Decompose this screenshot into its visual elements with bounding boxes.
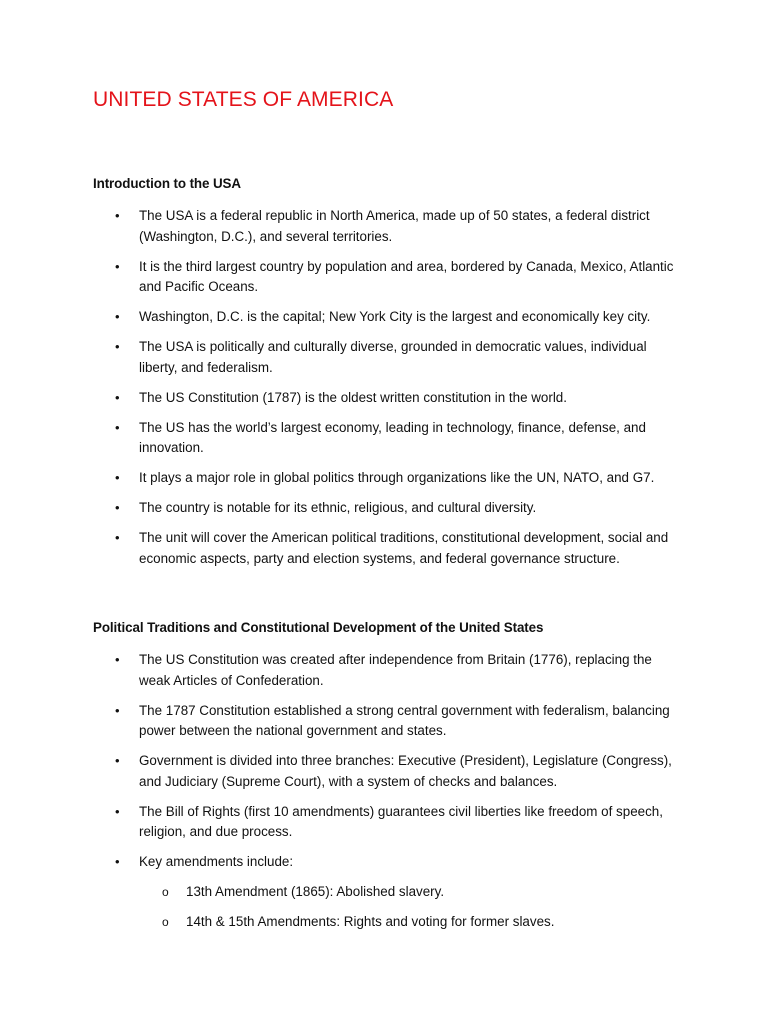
list-item-text: The US has the world’s largest economy, leading in technology, finance, defense, and innovation.: [139, 419, 646, 455]
section-heading-introduction: Introduction to the USA: [93, 176, 241, 191]
list-item-text: The US Constitution was created after independence from Britain (1776), replacing the weak Articles of Confederation.: [139, 652, 652, 688]
bullet-marker: •: [115, 753, 120, 768]
list-item-text: Washington, D.C. is the capital; New York City is the largest and economically key city.: [139, 309, 651, 324]
political-traditions-bullet-list: [0, 650, 768, 933]
list-item-text: The unit will cover the American political traditions, constitutional development, social and economic aspects, party and election systems, and federal governance structure.: [139, 530, 669, 566]
list-item: [0, 307, 679, 328]
list-item-text: The country is notable for its ethnic, religious, and cultural diversity.: [139, 500, 537, 515]
list-item-text: Government is divided into three branches: Executive (President), Legislature (Congress), and Judiciary (Supreme Court), with a system of checks and balances.: [139, 753, 672, 789]
bullet-marker: •: [115, 702, 120, 718]
sub-list-item: [0, 912, 679, 933]
list-item-text: The USA is a federal republic in North America, made up of 50 states, a federal district (Washington, D.C.), and several territories.: [139, 208, 650, 244]
bullet-marker: •: [115, 339, 120, 354]
sub-bullet-marker: o: [162, 885, 169, 899]
list-item: [0, 852, 679, 873]
list-item: [0, 337, 679, 378]
bullet-marker: •: [115, 309, 120, 324]
list-item: [0, 257, 679, 298]
bullet-marker: •: [115, 419, 120, 435]
list-item: [0, 751, 679, 792]
bullet-marker: •: [115, 470, 120, 485]
list-item: [0, 388, 679, 409]
list-item: [0, 650, 679, 691]
bullet-marker: •: [115, 389, 120, 405]
bullet-marker: •: [115, 258, 120, 274]
document-title: UNITED STATES OF AMERICA: [93, 88, 394, 111]
sub-list-item-text: 13th Amendment (1865): Abolished slavery.: [186, 884, 445, 899]
bullet-marker: •: [115, 652, 120, 667]
section-heading-political-traditions: Political Traditions and Constitutional Development of the United States: [93, 620, 544, 635]
list-item-text: The USA is politically and culturally diverse, grounded in democratic values, individual liberty, and federalism.: [139, 339, 647, 375]
list-item-text: The US Constitution (1787) is the oldest written constitution in the world.: [139, 389, 567, 405]
bullet-marker: •: [115, 854, 120, 869]
bullet-marker: •: [115, 530, 120, 545]
list-item: [0, 468, 679, 489]
introduction-bullet-list: [0, 206, 768, 569]
list-item: [0, 802, 679, 843]
list-item: [0, 498, 679, 519]
list-item-text: It is the third largest country by population and area, bordered by Canada, Mexico, Atlantic and Pacific Oceans.: [139, 258, 674, 294]
list-item: [0, 528, 679, 569]
list-item: [0, 418, 679, 459]
list-item-text: It plays a major role in global politics through organizations like the UN, NATO, and G7.: [139, 470, 655, 485]
bullet-marker: •: [115, 208, 120, 223]
list-item-text: The 1787 Constitution established a strong central government with federalism, balancing power between the national government and states.: [139, 702, 670, 738]
sub-list-item-text: 14th & 15th Amendments: Rights and voting for former slaves.: [186, 914, 555, 929]
list-item: [0, 206, 679, 247]
bullet-marker: •: [115, 803, 120, 819]
bullet-marker: •: [115, 500, 120, 515]
list-item: [0, 701, 679, 742]
sub-list-item: [0, 882, 679, 903]
list-item-text: The Bill of Rights (first 10 amendments) guarantees civil liberties like freedom of speech, religion, and due process.: [139, 803, 663, 839]
sub-bullet-marker: o: [162, 915, 169, 929]
list-item-text: Key amendments include:: [139, 854, 294, 869]
